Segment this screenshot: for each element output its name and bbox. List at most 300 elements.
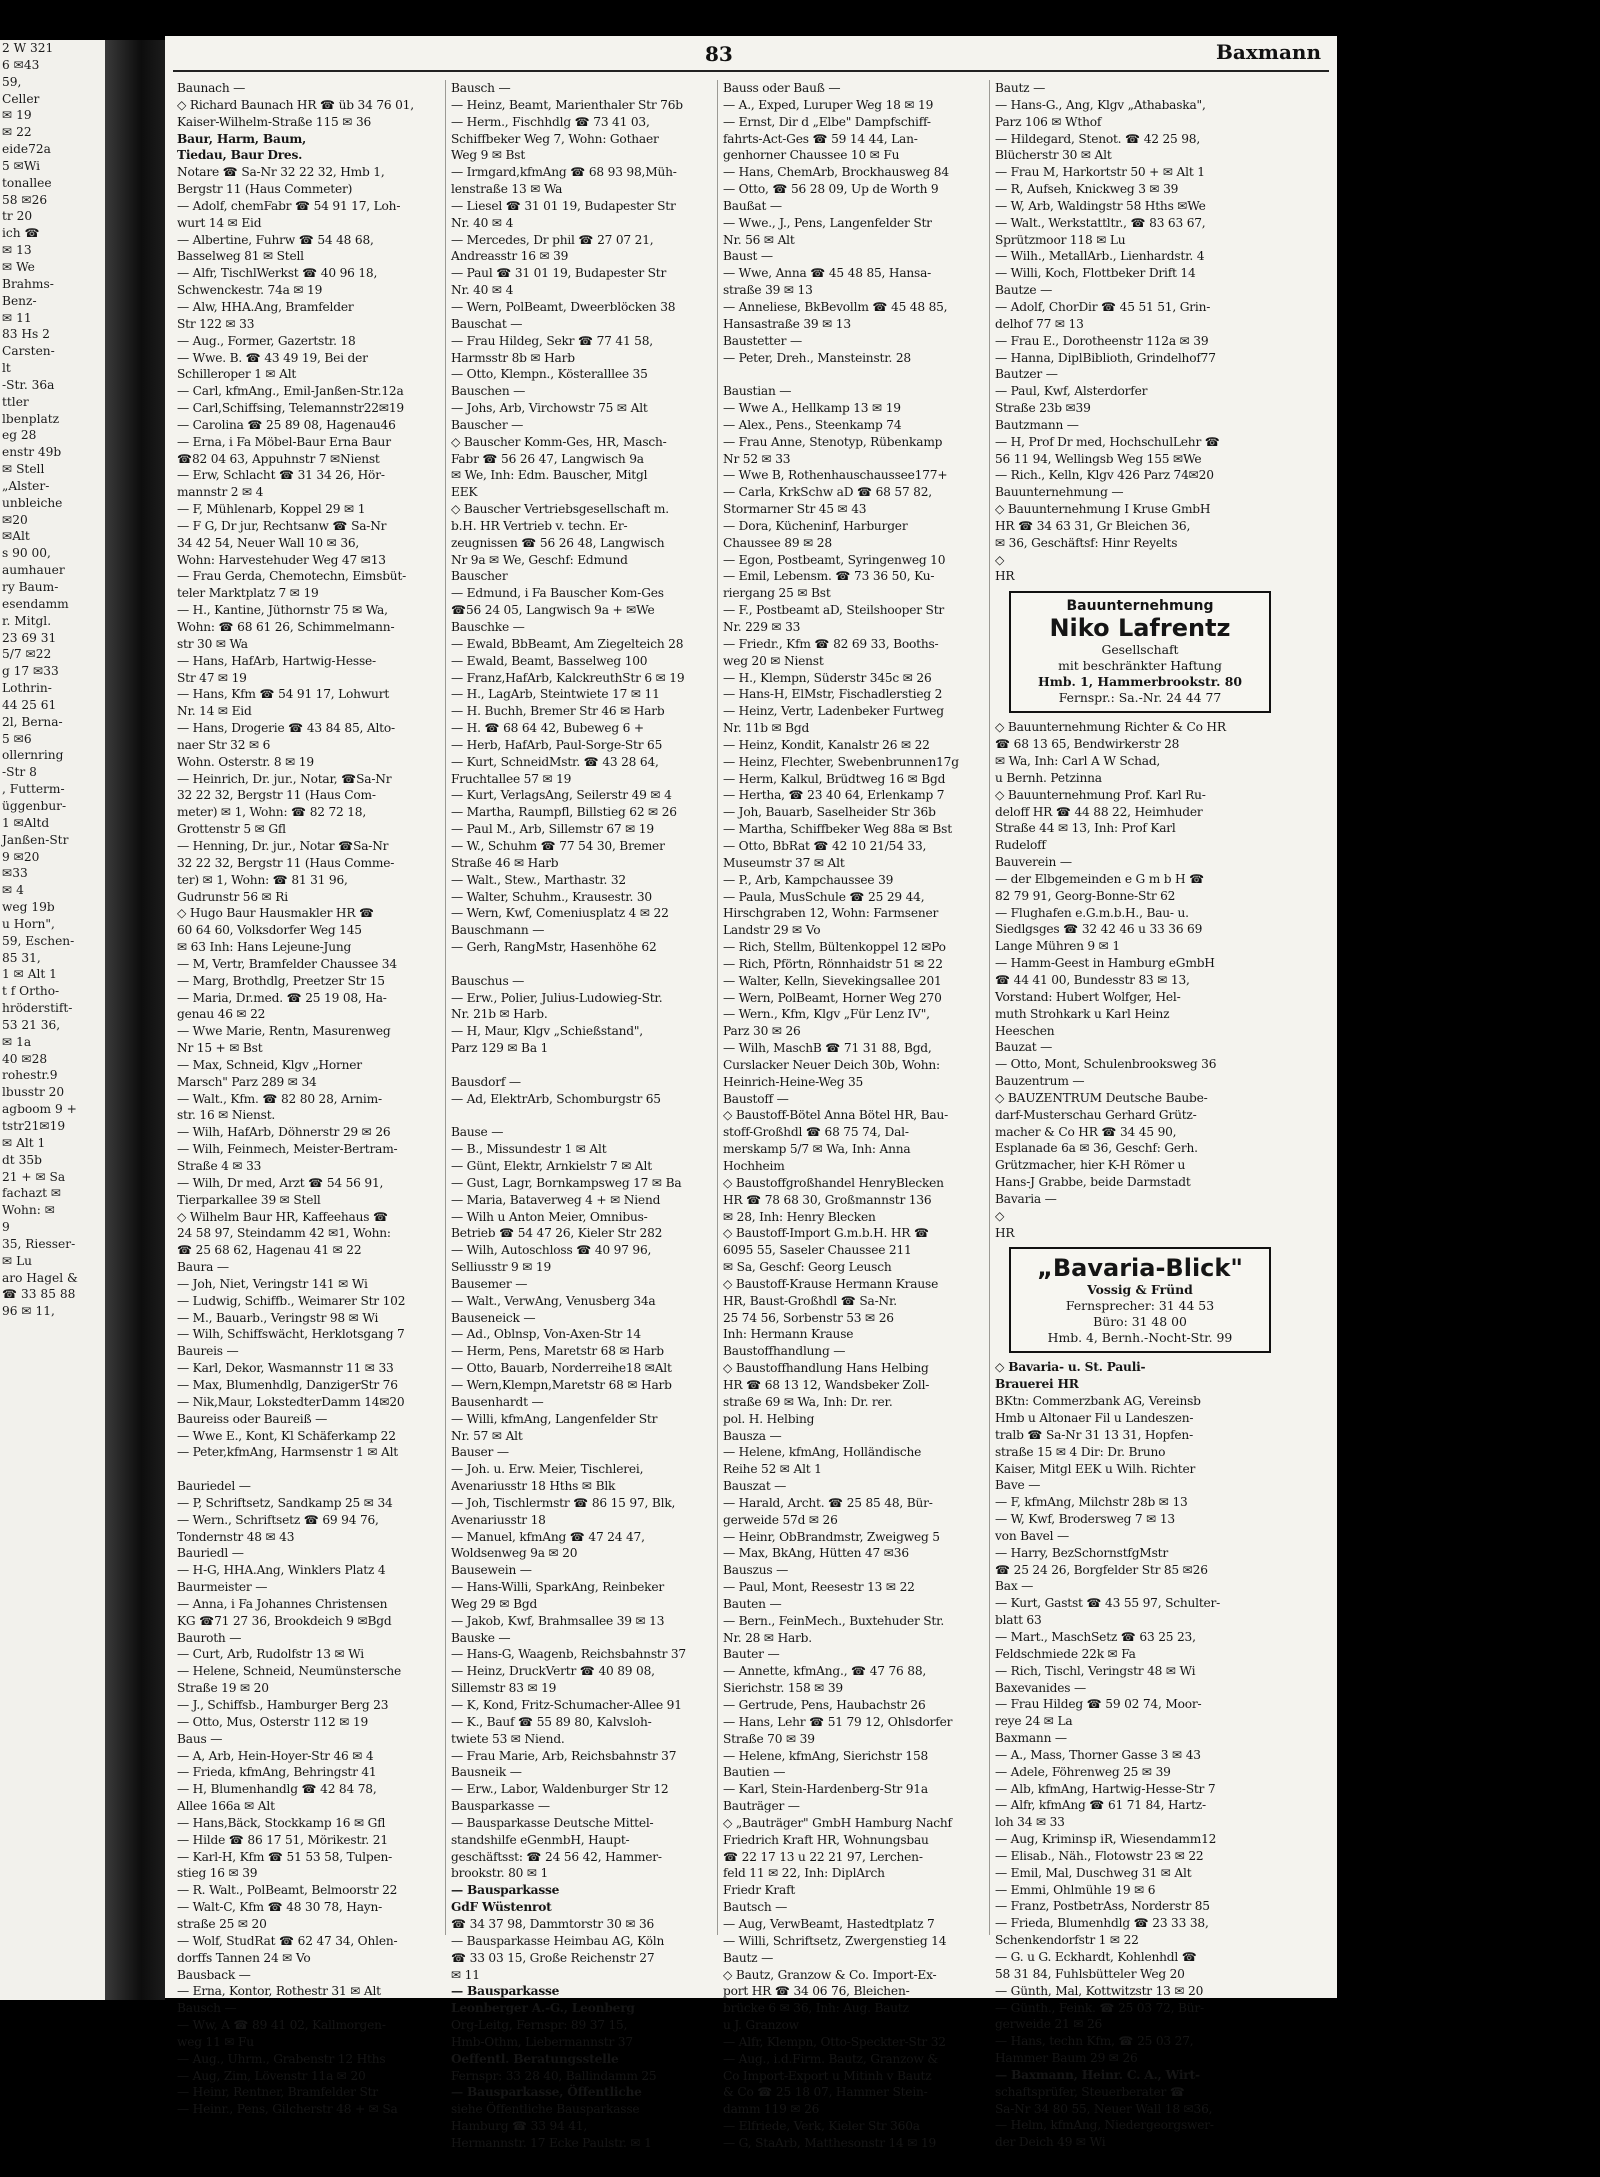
directory-entry-line: Sprützmoor 118 ✉ Lu [995, 232, 1126, 247]
running-head-surname: Baxmann [1216, 40, 1321, 64]
directory-entry-line: Wohn: Harvestehuder Weg 47 ✉13 [177, 552, 386, 567]
directory-entry-line: gerweide 57d ✉ 26 [723, 1512, 838, 1527]
directory-entry-line: lenstraße 13 ✉ Wa [451, 182, 563, 197]
directory-entry-line: — Paul, Kwf, Alsterdorfer [995, 384, 1148, 399]
directory-entry-line: Baust — [723, 249, 773, 264]
directory-entry-line: 60 64 60, Volksdorfer Weg 145 [177, 923, 362, 938]
directory-entry-line: — H, Prof Dr med, HochschulLehr ☎ [995, 434, 1220, 449]
directory-entry-line: — Hans, HafArb, Hartwig-Hesse- [177, 653, 376, 668]
prev-page-fragment: Brahms- [2, 276, 54, 291]
prev-page-fragment: eide72a [2, 142, 51, 157]
directory-entry-line: — Erna, Kontor, Rothestr 31 ✉ Alt [177, 1984, 381, 1999]
directory-entry-line: Allee 166a ✉ Alt [177, 1799, 275, 1814]
prev-page-fragment: 59, Eschen- [2, 933, 75, 948]
prev-page-fragment: ✉ 19 [2, 108, 32, 123]
directory-entry-line: — Aug., Former, Gazertstr. 18 [177, 333, 356, 348]
directory-entry-line: — Wilh, Autoschloss ☎ 40 97 96, [451, 1243, 652, 1258]
directory-entry-line: ☎56 24 05, Langwisch 9a + ✉We [451, 603, 655, 618]
directory-entry-line: HR [995, 1225, 1015, 1240]
directory-entry-line: Landstr 29 ✉ Vo [723, 923, 821, 938]
prev-page-fragment: Wohn: ✉ [2, 1203, 55, 1218]
directory-entry-line: — K., Bauf ☎ 55 89 80, Kalvsloh- [451, 1714, 652, 1729]
directory-entry-line: KG ☎71 27 36, Brookdeich 9 ✉Bgd [177, 1613, 392, 1628]
directory-entry-line: — Hans-G, Waagenb, Reichsbahnstr 37 [451, 1647, 686, 1662]
directory-entry-line: — Carla, KrkSchw aD ☎ 68 57 82, [723, 485, 932, 500]
directory-entry-line: — Ernst, Dir d „Elbe" Dampfschiff- [723, 114, 931, 129]
prev-page-fragment: 6 ✉43 [2, 57, 40, 72]
prev-page-fragment: ✉ Stell [2, 462, 45, 477]
directory-entry-line: — Bern., FeinMech., Buxtehuder Str. [723, 1613, 945, 1628]
directory-entry-line: Bausewein — [451, 1563, 532, 1578]
directory-entry-line: — Wwe Marie, Rentn, Masurenweg [177, 1024, 391, 1039]
directory-entry-line: Avenariusstr 18 Hths ✉ Blk [451, 1479, 616, 1494]
prev-page-fragment: 58 ✉26 [2, 192, 48, 207]
directory-entry-line: fahrts-Act-Ges ☎ 59 14 44, Lan- [723, 131, 918, 146]
directory-entry-line: — Herb, HafArb, Paul-Sorge-Str 65 [451, 737, 663, 752]
directory-entry-line: EEK [451, 485, 478, 500]
directory-entry-line [451, 1057, 717, 1074]
prev-page-fragment: ✉ 11 [2, 310, 32, 325]
directory-entry-line: Nr 52 ✉ 33 [723, 451, 791, 466]
directory-entry-line: Bautz — [723, 1950, 774, 1965]
directory-entry-line: — Paula, MusSchule ☎ 25 29 44, [723, 889, 925, 904]
directory-entry-line: Baureis — [177, 1344, 239, 1359]
directory-entry-line: Hermannstr. 17 Ecke Paulstr. ✉ 1 [451, 2135, 652, 2150]
directory-entry-line: Woldsenweg 9a ✉ 20 [451, 1546, 578, 1561]
directory-entry-line: — Walt-C, Kfm ☎ 48 30 78, Hayn- [177, 1900, 383, 1915]
previous-page-edge [0, 40, 107, 2000]
ad-address: Hmb. 4, Bernh.-Nocht-Str. 99 [1047, 1330, 1233, 1346]
directory-entry-line: Straße 44 ✉ 13, Inh: Prof Karl [995, 821, 1176, 836]
directory-entry-line: — Herm, Pens, Maretstr 68 ✉ Harb [451, 1344, 664, 1359]
directory-entry-line: — M., Bauarb., Veringstr 98 ✉ Wi [177, 1310, 379, 1325]
prev-page-fragment: lbusstr 20 [2, 1085, 65, 1100]
directory-entry-line: Bauroth — [177, 1630, 242, 1645]
directory-entry-line: Nr. 11b ✉ Bgd [723, 721, 810, 736]
directory-entry-line: — Frieda, kfmAng, Behringstr 41 [177, 1765, 377, 1780]
directory-entry-line: — Frau Hildeg, Sekr ☎ 77 41 58, [451, 333, 653, 348]
directory-entry-line: — Alb, kfmAng, Hartwig-Hesse-Str 7 [995, 1781, 1216, 1796]
prev-page-fragment: ✉33 [2, 866, 28, 881]
page-number: 83 [705, 42, 733, 66]
directory-entry-line: — Peter,kfmAng, Harmsenstr 1 ✉ Alt [177, 1445, 399, 1460]
prev-page-fragment: ✉ Lu [2, 1253, 33, 1268]
directory-entry-line: Bausch — [177, 2001, 237, 2016]
directory-entry-line: 82 79 91, Georg-Bonne-Str 62 [995, 888, 1176, 903]
directory-entry-line: — Wern,Klempn,Maretstr 68 ✉ Harb [451, 1377, 672, 1392]
directory-entry-line: — Wwe., J., Pens, Langenfelder Str [723, 215, 932, 230]
directory-entry-line: — Paul M., Arb, Sillemstr 67 ✉ 19 [451, 822, 654, 837]
directory-entry-line: ◇ Baustoffhandlung Hans Helbing [723, 1361, 929, 1376]
directory-entry-line: Bax — [995, 1579, 1034, 1594]
directory-entry-line: Friedr Kraft [723, 1883, 796, 1898]
directory-entry-line: Betrieb ☎ 54 47 26, Kieler Str 282 [451, 1226, 663, 1241]
prev-page-fragment: Celler [2, 91, 40, 106]
ad-phone: Fernsprecher: 31 44 53 [1065, 1298, 1215, 1314]
directory-entry-line: Straße 70 ✉ 39 [723, 1731, 815, 1746]
prev-page-fragment: dt 35b [2, 1152, 42, 1167]
directory-entry-line: Straße 4 ✉ 33 [177, 1159, 262, 1173]
directory-entry-line: Bauverein — [995, 855, 1072, 870]
directory-entry-line: — F G, Dr jur, Rechtsanw ☎ Sa-Nr [177, 518, 387, 533]
directory-entry-line: — Wwe, Anna ☎ 45 48 85, Hansa- [723, 266, 932, 281]
directory-entry-line: deloff HR ☎ 44 88 22, Heimhuder [995, 804, 1203, 819]
directory-entry-line: Hochheim [723, 1159, 785, 1173]
directory-entry-line: straße 39 ✉ 13 [723, 283, 813, 298]
directory-entry-line: 58 31 84, Fuhlsbütteler Weg 20 [995, 1966, 1185, 1981]
directory-entry-line: — P, Schriftsetz, Sandkamp 25 ✉ 34 [177, 1495, 393, 1510]
directory-entry-line: — Erw., Polier, Julius-Ludowieg-Str. [451, 990, 663, 1005]
directory-entry-line: — Ww, A ☎ 89 41 02, Kallmorgen- [177, 2018, 386, 2033]
directory-entry-line: Baustoffhandlung — [723, 1344, 846, 1359]
directory-entry-line: Andreasstr 16 ✉ 39 [451, 249, 569, 264]
prev-page-fragment: aumhauer [2, 563, 65, 578]
directory-entry-line: — Liesel ☎ 31 01 19, Budapester Str [451, 198, 676, 213]
directory-entry-line: ☎ 22 17 13 u 22 21 97, Lerchen- [723, 1849, 923, 1864]
directory-entry-line: & Co ☎ 25 18 07, Hammer Stein- [723, 2085, 928, 2100]
prev-page-fragment: 96 ✉ 11, [2, 1304, 55, 1319]
directory-entry-line: Gudrunstr 56 ✉ Ri [177, 889, 288, 904]
directory-entry-line: ☎ 34 37 98, Dammtorstr 30 ✉ 36 [451, 1916, 655, 1931]
directory-entry-line: — Erw., Labor, Waldenburger Str 12 [451, 1782, 669, 1797]
directory-entry-line: — Otto, Mont, Schulenbrooksweg 36 [995, 1057, 1217, 1072]
directory-entry-line: — Joh, Tischlermstr ☎ 86 15 97, Blk, [451, 1495, 676, 1510]
directory-entry-line: ◇ „Bauträger" GmbH Hamburg Nachf [723, 1815, 952, 1830]
prev-page-fragment: t f Ortho- [2, 984, 60, 999]
directory-entry-line: — Kurt, VerlagsAng, Seilerstr 49 ✉ 4 [451, 788, 672, 803]
directory-entry-line: straße 15 ✉ 4 Dir: Dr. Bruno [995, 1444, 1166, 1459]
directory-entry-line: Bauzentrum — [995, 1074, 1085, 1089]
directory-entry-line: Nr. 28 ✉ Harb. [723, 1630, 812, 1645]
directory-entry-line: Baußat — [723, 198, 782, 213]
directory-entry-line: Rudeloff [995, 838, 1046, 853]
directory-entry-line: Bauriedl — [177, 1546, 244, 1561]
prev-page-fragment: 85 31, [2, 950, 41, 965]
directory-entry-line: — Ad., Oblnsp, Von-Axen-Str 14 [451, 1327, 641, 1342]
directory-entry-line: pol. H. Helbing [723, 1411, 815, 1426]
directory-entry-line: — Ewald, BbBeamt, Am Ziegelteich 28 [451, 636, 684, 651]
ad-company-name: Niko Lafrentz [1049, 614, 1231, 643]
directory-entry-line: Bause — [451, 1125, 504, 1140]
directory-entry-line: Baustetter — [723, 333, 802, 348]
directory-entry-line: — Ad, ElektrArb, Schomburgstr 65 [451, 1091, 661, 1106]
directory-entry-line: str 30 ✉ Wa [177, 636, 248, 651]
directory-entry-line: — Walt., Werkstattltr., ☎ 83 63 67, [995, 215, 1206, 230]
directory-entry-line: Nr. 229 ✉ 33 [723, 620, 801, 634]
header-rule [173, 70, 1329, 72]
directory-entry-line: — Alfr, Klempn, Otto-Speckter-Str 32 [723, 2034, 946, 2049]
directory-entry-line: ☎ 25 24 26, Borgfelder Str 85 ✉26 [995, 1562, 1208, 1577]
directory-entry-line: 34 42 54, Neuer Wall 10 ✉ 36, [177, 535, 360, 550]
directory-entry-line: HR ☎ 34 63 31, Gr Bleichen 36, [995, 518, 1191, 533]
directory-entry-line: — Helene, Schneid, Neumünstersche [177, 1664, 402, 1679]
prev-page-fragment: r. Mitgl. [2, 613, 52, 628]
directory-entry-line: — Hans, ChemArb, Brockhausweg 84 [723, 165, 949, 180]
directory-entry-line: — Irmgard,kfmAng ☎ 68 93 98,Müh- [451, 165, 677, 180]
directory-entry-line: Bauscher — [451, 417, 524, 432]
directory-entry-line: Org-Leitg, Fernspr: 89 37 15, [451, 2018, 628, 2033]
prev-page-fragment: unbleiche [2, 495, 63, 510]
prev-page-fragment: 9 ✉20 [2, 849, 40, 864]
directory-entry-line: Nr. 21b ✉ Harb. [451, 1007, 548, 1022]
directory-entry-line: — Hans, techn Kfm, ☎ 25 03 27, [995, 2034, 1194, 2049]
directory-entry-line: delhof 77 ✉ 13 [995, 316, 1084, 331]
directory-entry-line: Bauter — [723, 1647, 780, 1662]
directory-entry-line: Bausenhardt — [451, 1394, 544, 1409]
directory-entry-line: — F., Postbeamt aD, Steilshooper Str [723, 603, 945, 618]
directory-entry-line: ◇ Hugo Baur Hausmakler HR ☎ [177, 906, 374, 921]
directory-entry-line: Bauszus — [723, 1563, 789, 1578]
directory-entry-line: — Elisab., Näh., Flotowstr 23 ✉ 22 [995, 1848, 1204, 1863]
directory-entry-line: — H, Blumenhandlg ☎ 42 84 78, [177, 1782, 377, 1797]
directory-entry-line: weg 11 ✉ Fu [177, 2034, 254, 2049]
directory-entry-line: Baura — [177, 1260, 229, 1275]
directory-entry-line: — Hamm-Geest in Hamburg eGmbH [995, 956, 1215, 971]
directory-entry-line: — Frau E., Dorotheenstr 112a ✉ 39 [995, 333, 1209, 348]
directory-entry-line: ☎ 68 13 65, Bendwirkerstr 28 [995, 737, 1180, 752]
prev-page-fragment: 5/7 ✉22 [2, 647, 52, 662]
directory-entry-line: — G, StaArb, Matthesonstr 14 ✉ 19 [723, 2135, 937, 2150]
directory-entry-line: ◇ Wilhelm Baur HR, Kaffeehaus ☎ [177, 1209, 388, 1224]
directory-entry-line: Museumstr 37 ✉ Alt [723, 855, 845, 870]
directory-entry-line: Nr. 56 ✉ Alt [723, 232, 795, 247]
directory-entry-line: — Helene, kfmAng, Sierichstr 158 [723, 1748, 929, 1763]
directory-entry-line: Blücherstr 30 ✉ Alt [995, 148, 1112, 163]
directory-entry-line: Hirschgraben 12, Wohn: Farmsener [723, 906, 939, 921]
prev-page-fragment: 53 21 36, [2, 1017, 61, 1032]
directory-entry-line: Sillemstr 83 ✉ 19 [451, 1681, 557, 1696]
prev-page-fragment: weg 19b [2, 900, 55, 915]
prev-page-fragment: ✉ Alt 1 [2, 1135, 46, 1150]
prev-page-fragment: esendamm [2, 596, 69, 611]
directory-entry-line: BKtn: Commerzbank AG, Vereinsb [995, 1394, 1201, 1409]
directory-entry-line: loh 34 ✉ 33 [995, 1815, 1065, 1830]
directory-entry-line: — Franz, PostbetrAss, Norderstr 85 [995, 1899, 1210, 1914]
directory-entry-line: Heinrich-Heine-Weg 35 [723, 1074, 864, 1089]
directory-entry-line: Inh: Hermann Krause [723, 1327, 854, 1342]
directory-entry-line: Baus — [177, 1731, 223, 1746]
directory-entry-line: — F, Mühlenarb, Koppel 29 ✉ 1 [177, 502, 366, 517]
prev-page-fragment: üggenbur- [2, 798, 67, 813]
prev-page-fragment: 1 ✉Altd [2, 815, 50, 830]
directory-entry-line: Bauszat — [723, 1479, 787, 1494]
directory-entry-line: 24 58 97, Steindamm 42 ✉1, Wohn: [177, 1226, 391, 1241]
directory-entry-line: — Heinz, Kondit, Kanalstr 26 ✉ 22 [723, 737, 930, 752]
directory-entry-line: Parz 106 ✉ Wthof [995, 114, 1102, 129]
directory-entry-line: — Rich, Tischl, Veringstr 48 ✉ Wi [995, 1663, 1196, 1678]
directory-entry-line [451, 1107, 717, 1124]
prev-page-fragment: ✉20 [2, 512, 28, 527]
directory-entry-line: — Max, Schneid, Klgv „Horner [177, 1057, 362, 1072]
directory-entry-line: Weg 29 ✉ Bgd [451, 1596, 538, 1611]
directory-entry-line: — Adolf, chemFabr ☎ 54 91 17, Loh- [177, 198, 401, 213]
directory-entry-line: — Wwe E., Kont, Kl Schäferkamp 22 [177, 1428, 396, 1443]
prev-page-fragment: , Futterm- [2, 782, 65, 797]
directory-entry-line: Bauseneick — [451, 1310, 536, 1325]
directory-entry-line: Bausback — [177, 1967, 251, 1982]
directory-entry-line: — Ewald, Beamt, Basselweg 100 [451, 653, 648, 668]
directory-entry-line: Nr. 40 ✉ 4 [451, 215, 514, 230]
directory-entry-line: ✉ 11 [451, 1967, 480, 1982]
directory-entry-line: — Maria, Dr.med. ☎ 25 19 08, Ha- [177, 990, 387, 1005]
directory-entry-line: Baustoff — [723, 1091, 789, 1106]
directory-entry-line: 32 22 32, Bergstr 11 (Haus Com- [177, 788, 376, 803]
directory-entry-line: Bautzer — [995, 367, 1058, 382]
directory-entry-line: — Hertha, ☎ 23 40 64, Erlenkamp 7 [723, 788, 945, 803]
directory-entry-line: Curslacker Neuer Deich 30b, Wohn: [723, 1057, 940, 1072]
directory-entry-line: Bauschus — [451, 973, 525, 988]
directory-entry-line: Bauss oder Bauß — [723, 81, 841, 95]
directory-entry-line: — Heinrich, Dr. jur., Notar, ☎Sa-Nr [177, 771, 392, 786]
directory-entry-line [723, 366, 989, 383]
directory-entry-line: Str 47 ✉ 19 [177, 670, 247, 685]
directory-entry-line: straße 69 ✉ Wa, Inh: Dr. rer. [723, 1394, 893, 1409]
directory-entry-line: — Walt., Kfm. ☎ 82 80 28, Arnim- [177, 1091, 382, 1106]
directory-entry-line: HR ☎ 78 68 30, Großmannstr 136 [723, 1192, 932, 1207]
directory-entry-line: Schwenckestr. 74a ✉ 19 [177, 283, 323, 298]
column-4 [995, 80, 1275, 2150]
prev-page-fragment: tonallee [2, 175, 52, 190]
directory-entry-line: — Hanna, DiplBiblioth, Grindelhof77 [995, 350, 1216, 365]
directory-entry-line: — Henning, Dr. jur., Notar ☎Sa-Nr [177, 838, 389, 853]
directory-entry-line: Baurmeister — [177, 1580, 268, 1595]
directory-entry-line: — Heinz, Vertr, Ladenbeker Furtweg [723, 704, 944, 719]
directory-entry-line: — Wern, PolBeamt, Dweerblöcken 38 [451, 299, 676, 314]
directory-entry-line: HR ☎ 68 13 12, Wandsbeker Zoll- [723, 1377, 930, 1392]
directory-entry-line: Stormarner Str 45 ✉ 43 [723, 502, 867, 517]
directory-entry-line: ◇ Baustoffgroßhandel HenryBlecken [723, 1175, 944, 1190]
directory-entry-line: darf-Musterschau Gerhard Grütz- [995, 1107, 1197, 1122]
directory-entry-line: — Adolf, ChorDir ☎ 45 51 51, Grin- [995, 299, 1211, 314]
directory-entry-line: 25 74 56, Sorbenstr 53 ✉ 26 [723, 1310, 894, 1325]
directory-entry-line: twiete 53 ✉ Niend. [451, 1731, 565, 1746]
directory-entry-line: Parz 129 ✉ Ba 1 [451, 1041, 549, 1056]
prev-page-fragment: Carsten- [2, 344, 55, 359]
directory-entry-line: — Martha, Raumpfl, Billstieg 62 ✉ 26 [451, 805, 677, 820]
prev-page-fragment: 9 [2, 1220, 10, 1235]
directory-entry-line: Bausemer — [451, 1276, 528, 1291]
prev-page-fragment: aro Hagel & [2, 1270, 78, 1285]
directory-entry-line: b.H. HR Vertrieb v. techn. Er- [451, 518, 628, 533]
directory-entry-line: — Wolf, StudRat ☎ 62 47 34, Ohlen- [177, 1933, 398, 1948]
directory-entry-line: — Emil, Mal, Duschweg 31 ✉ Alt [995, 1865, 1192, 1880]
directory-entry-line: muth Strohkark u Karl Heinz [995, 1006, 1170, 1021]
directory-entry-line: — Anneliese, BkBevollm ☎ 45 48 85, [723, 299, 948, 314]
directory-entry-line: — Carl, kfmAng., Emil-Janßen-Str.12a [177, 384, 404, 399]
prev-page-fragment: agboom 9 + [2, 1102, 77, 1117]
directory-entry-line: ◇ [995, 552, 1005, 567]
directory-entry-line: schaftsprüfer, Steuerberater ☎ [995, 2084, 1185, 2099]
prev-page-fragment: -Str. 36a [2, 377, 55, 392]
directory-entry-line: Nr. 14 ✉ Eid [177, 704, 252, 719]
directory-entry-line: Fernspr: 33 28 40, Ballindamm 25 [451, 2068, 657, 2083]
prev-page-fragment: 5 ✉6 [2, 731, 32, 746]
prev-page-fragment: lt [2, 361, 11, 376]
prev-page-fragment: 1 ✉ Alt 1 [2, 967, 57, 982]
prev-page-fragment: ttler [2, 394, 29, 409]
directory-entry-line: — Wilh, Schiffswächt, Herklotsgang 7 [177, 1327, 405, 1342]
directory-entry-line: Bautz — [995, 81, 1046, 95]
directory-entry-line: — Frau M, Harkortstr 50 + ✉ Alt 1 [995, 165, 1205, 180]
directory-entry-line: Baxmann — [995, 1731, 1067, 1746]
directory-entry-line: — Carl,Schiffsing, Telemannstr22✉19 [177, 401, 404, 416]
directory-entry-line: — Otto, ☎ 56 28 09, Up de Worth 9 [723, 182, 939, 197]
directory-entry-line: — Frau Gerda, Chemotechn, Eimsbüt- [177, 569, 407, 584]
directory-entry-line: — A., Mass, Thorner Gasse 3 ✉ 43 [995, 1747, 1201, 1762]
prev-page-fragment: ollernring [2, 748, 64, 763]
directory-entry-line: — Bausparkasse, Öffentliche [451, 2085, 642, 2100]
directory-entry-line: Bautien — [723, 1765, 786, 1780]
directory-entry-line: Straße 23b ✉39 [995, 401, 1091, 416]
directory-entry-line: Oeffentl. Beratungsstelle [451, 2051, 619, 2066]
directory-entry-line [177, 1461, 443, 1478]
prev-page-fragment: tr 20 [2, 209, 33, 224]
ad-owners: Vossig & Fründ [1087, 1282, 1193, 1298]
directory-entry-line: ◇ Bauunternehmung Prof. Karl Ru- [995, 787, 1206, 802]
directory-entry-line: — Aug., i.d.Firm. Bautz, Granzow & [723, 2051, 938, 2066]
directory-entry-line: — Elfriede, Verk, Kieler Str 360a [723, 2119, 920, 2134]
directory-entry-line: Hmb-Othm, Liebermannstr 37 [451, 2034, 633, 2049]
prev-page-fragment: lbenplatz [2, 411, 60, 426]
directory-entry-line: Bave — [995, 1478, 1041, 1493]
directory-entry-line: — G. u G. Eckhardt, Kohlenhdl ☎ [995, 1950, 1197, 1964]
prev-page-fragment: ry Baum- [2, 580, 59, 594]
directory-entry-line: — Frieda, Blumenhdlg ☎ 23 33 38, [995, 1916, 1209, 1931]
directory-entry-line: Hamburg ☎ 33 94 41, [451, 2119, 588, 2134]
directory-entry-line: Hammer Baum 29 ✉ 26 [995, 2051, 1138, 2066]
directory-entry-line: — Hans,Bäck, Stockkamp 16 ✉ Gfl [177, 1815, 386, 1830]
directory-entry-line: mannstr 2 ✉ 4 [177, 485, 264, 500]
directory-entry-line: — Günth., Feink. ☎ 25 03 72, Bür- [995, 2000, 1204, 2015]
ad-title: Bauunternehmung [1066, 598, 1214, 615]
directory-entry-line: Lange Mühren 9 ✉ 1 [995, 939, 1120, 954]
directory-entry-line: Friedrich Kraft HR, Wohnungsbau [723, 1832, 929, 1847]
directory-entry-line: — Dora, Kücheninf, Harburger [723, 518, 908, 533]
column-divider [445, 80, 446, 1935]
directory-entry-line: — Wilh, MaschB ☎ 71 31 88, Bgd, [723, 1041, 932, 1056]
directory-entry-line: stoff-Großhdl ☎ 68 75 74, Dal- [723, 1125, 909, 1140]
directory-entry-line: — Max, Blumenhdlg, DanzigerStr 76 [177, 1377, 398, 1392]
directory-entry-line: GdF Wüstenrot [451, 1900, 552, 1915]
directory-entry-line: — H., Kantine, Jüthornstr 75 ✉ Wa, [177, 603, 388, 618]
directory-entry-line: — Rich, Stellm, Bültenkoppel 12 ✉Po [723, 940, 946, 955]
book-gutter [105, 40, 165, 2000]
column-2 [451, 80, 717, 2150]
directory-entry-line: Bausdorf — [451, 1074, 521, 1089]
directory-entry-line: ◇ Bauscher Vertriebsgesellschaft m. [451, 502, 669, 517]
directory-entry-line: Bauzat — [995, 1040, 1053, 1055]
directory-entry-line: — Martha, Schiffbeker Weg 88a ✉ Bst [723, 822, 952, 837]
directory-entry-line: — Gerh, RangMstr, Hasenhöhe 62 [451, 940, 657, 955]
prev-page-fragment: rohestr.9 [2, 1068, 58, 1083]
directory-entry-line: blatt 63 [995, 1613, 1042, 1628]
directory-entry-line: — H., LagArb, Steintwiete 17 ✉ 11 [451, 687, 660, 702]
directory-entry-line: — Helm, kfmAng, Niedergeorgswer- [995, 2118, 1214, 2133]
directory-entry-line: — Frau Hildeg ☎ 59 02 74, Moor- [995, 1697, 1202, 1712]
directory-entry-line: — Wilh, Feinmech, Meister-Bertram- [177, 1142, 398, 1157]
directory-entry-line: Bausch — [451, 81, 511, 95]
directory-entry-line: Harmsstr 8b ✉ Harb [451, 350, 575, 365]
directory-entry-line: — Franz,HafArb, KalckreuthStr 6 ✉ 19 [451, 670, 685, 685]
directory-entry-line: port HR ☎ 34 06 76, Bleichen- [723, 1984, 910, 1999]
directory-entry-line: damm 119 ✉ 26 [723, 2102, 820, 2117]
ad-line: mit beschränkter Haftung [1058, 658, 1222, 674]
directory-entry-line: u Bernh. Petzinna [995, 770, 1102, 785]
directory-entry-line: — Wilh u Anton Meier, Omnibus- [451, 1209, 648, 1224]
directory-entry-line: — Heinr, Rentner, Bramfelder Str [177, 2085, 378, 2100]
directory-entry-line: ◇ Baustoff-Krause Hermann Krause [723, 1276, 939, 1291]
ad-company-name: „Bavaria-Blick" [1037, 1254, 1243, 1283]
